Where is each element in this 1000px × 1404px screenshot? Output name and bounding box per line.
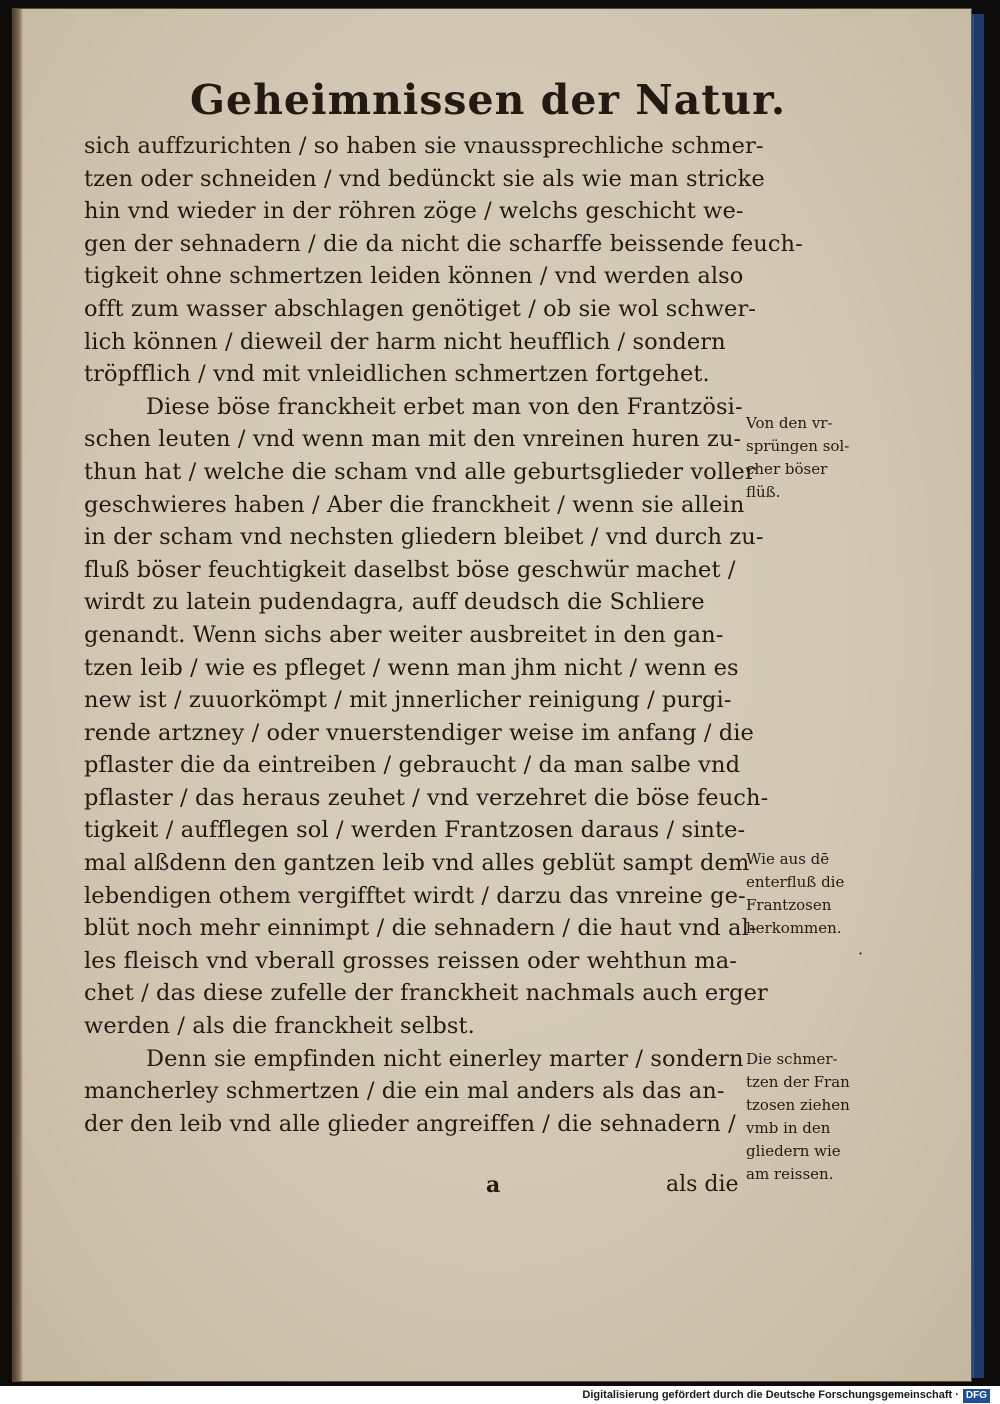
marginal-note-line: Die schmer-: [746, 1050, 838, 1068]
text-line: chet / das diese zufelle der franckheit nachmals auch erger: [84, 980, 768, 1007]
text-line: der den leib vnd alle glieder angreiffen / die sehnadern /: [84, 1110, 736, 1137]
marginal-note-line: flüß.: [746, 483, 781, 501]
dfg-logo: DFG: [963, 1389, 990, 1403]
text-line: lich können / dieweil der harm nicht heufflich / sondern: [84, 328, 726, 355]
marginal-note-line: sprüngen sol-: [746, 437, 850, 455]
text-line: thun hat / welche die scham vnd alle geburtsglieder voller: [84, 458, 756, 485]
catchword: als die: [666, 1172, 739, 1197]
marginal-note-line: Frantzosen: [746, 896, 832, 914]
text-line: werden / als die franckheit selbst.: [84, 1013, 475, 1040]
text-line: Denn sie empfinden nicht einerley marter / sondern: [146, 1045, 744, 1072]
text-line: tröpfflich / vnd mit vnleidlichen schmertzen fortgehet.: [84, 361, 710, 388]
signature-mark: a: [486, 1172, 501, 1198]
marginal-note-line: Von den vr-: [746, 414, 833, 432]
text-line: geschwieres haben / Aber die franckheit / wenn sie allein: [84, 491, 745, 518]
text-line: blüt noch mehr einnimpt / die sehnadern / die haut vnd al-: [84, 915, 757, 942]
marginal-note-line: am reissen.: [746, 1165, 834, 1183]
text-line: mal alßdenn den gantzen leib vnd alles geblüt sampt dem: [84, 850, 750, 877]
marginal-note-line: enterfluß die: [746, 873, 845, 891]
text-line: offt zum wasser abschlagen genötiget / ob sie wol schwer-: [84, 295, 757, 322]
blue-page-edge: [972, 14, 984, 1378]
page-binding-edge: [13, 9, 23, 1381]
marginal-note-line: tzosen ziehen: [746, 1096, 850, 1114]
text-line: Diese böse franckheit erbet man von den Frantzösi-: [146, 393, 743, 420]
text-line: hin vnd wieder in der röhren zöge / welchs geschicht we-: [84, 198, 744, 225]
text-line: sich auffzurichten / so haben sie vnaussprechliche schmer-: [84, 133, 764, 159]
text-line: les fleisch vnd vberall grosses reissen oder wehthun ma-: [84, 947, 737, 974]
text-line: fluß böser feuchtigkeit daselbst böse geschwür machet /: [84, 556, 736, 583]
text-line: gen der sehnadern / die da nicht die scharffe beissende feuch-: [84, 230, 803, 257]
marginal-note-line: Wie aus dē: [746, 850, 830, 868]
credit-text: Digitalisierung gefördert durch die Deutsche Forschungsgemeinschaft ·: [582, 1389, 959, 1401]
text-line: rende artzney / oder vnuerstendiger weise im anfang / die: [84, 719, 754, 746]
text-line: schen leuten / vnd wenn man mit den vnreinen huren zu-: [84, 426, 742, 453]
text-line: tigkeit ohne schmertzen leiden können / vnd werden also: [84, 263, 744, 290]
marginal-note-line: gliedern wie: [746, 1142, 841, 1160]
marginal-note-line: tzen der Fran: [746, 1073, 850, 1091]
text-line: mancherley schmertzen / die ein mal anders als das an-: [84, 1078, 725, 1105]
running-head: Geheimnissen der Natur.: [190, 76, 787, 124]
text-line: lebendigen othem vergifftet wirdt / darzu das vnreine ge-: [84, 882, 746, 909]
marginal-note-line: vmb in den: [746, 1119, 831, 1137]
marginal-note-french-disease: [746, 848, 872, 940]
text-line: pflaster die da eintreiben / gebraucht / da man salbe vnd: [84, 752, 741, 779]
stray-mark: ·: [858, 944, 864, 963]
text-line: pflaster / das heraus zeuhet / vnd verzehret die böse feuch-: [84, 784, 769, 811]
text-line: tigkeit / aufflegen sol / werden Frantzosen daraus / sinte-: [84, 817, 746, 844]
text-line: in der scham vnd nechsten gliedern bleibet / vnd durch zu-: [84, 524, 764, 551]
marginal-note-line: herkommen.: [746, 919, 842, 937]
marginal-note-pains: [746, 1048, 872, 1186]
text-line: new ist / zuuorkömpt / mit jnnerlicher reinigung / purgi-: [84, 687, 732, 714]
text-line: genandt. Wenn sichs aber weiter ausbreitet in den gan-: [84, 621, 724, 648]
text-line: wirdt zu latein pudendagra, auff deudsch die Schliere: [84, 589, 705, 616]
digitization-credit: [582, 1386, 990, 1404]
text-line: tzen leib / wie es pfleget / wenn man jhm nicht / wenn es: [84, 654, 739, 681]
marginal-note-origin: [746, 412, 872, 504]
marginal-note-line: cher böser: [746, 460, 828, 478]
text-line: tzen oder schneiden / vnd bedünckt sie als wie man stricke: [84, 165, 765, 192]
